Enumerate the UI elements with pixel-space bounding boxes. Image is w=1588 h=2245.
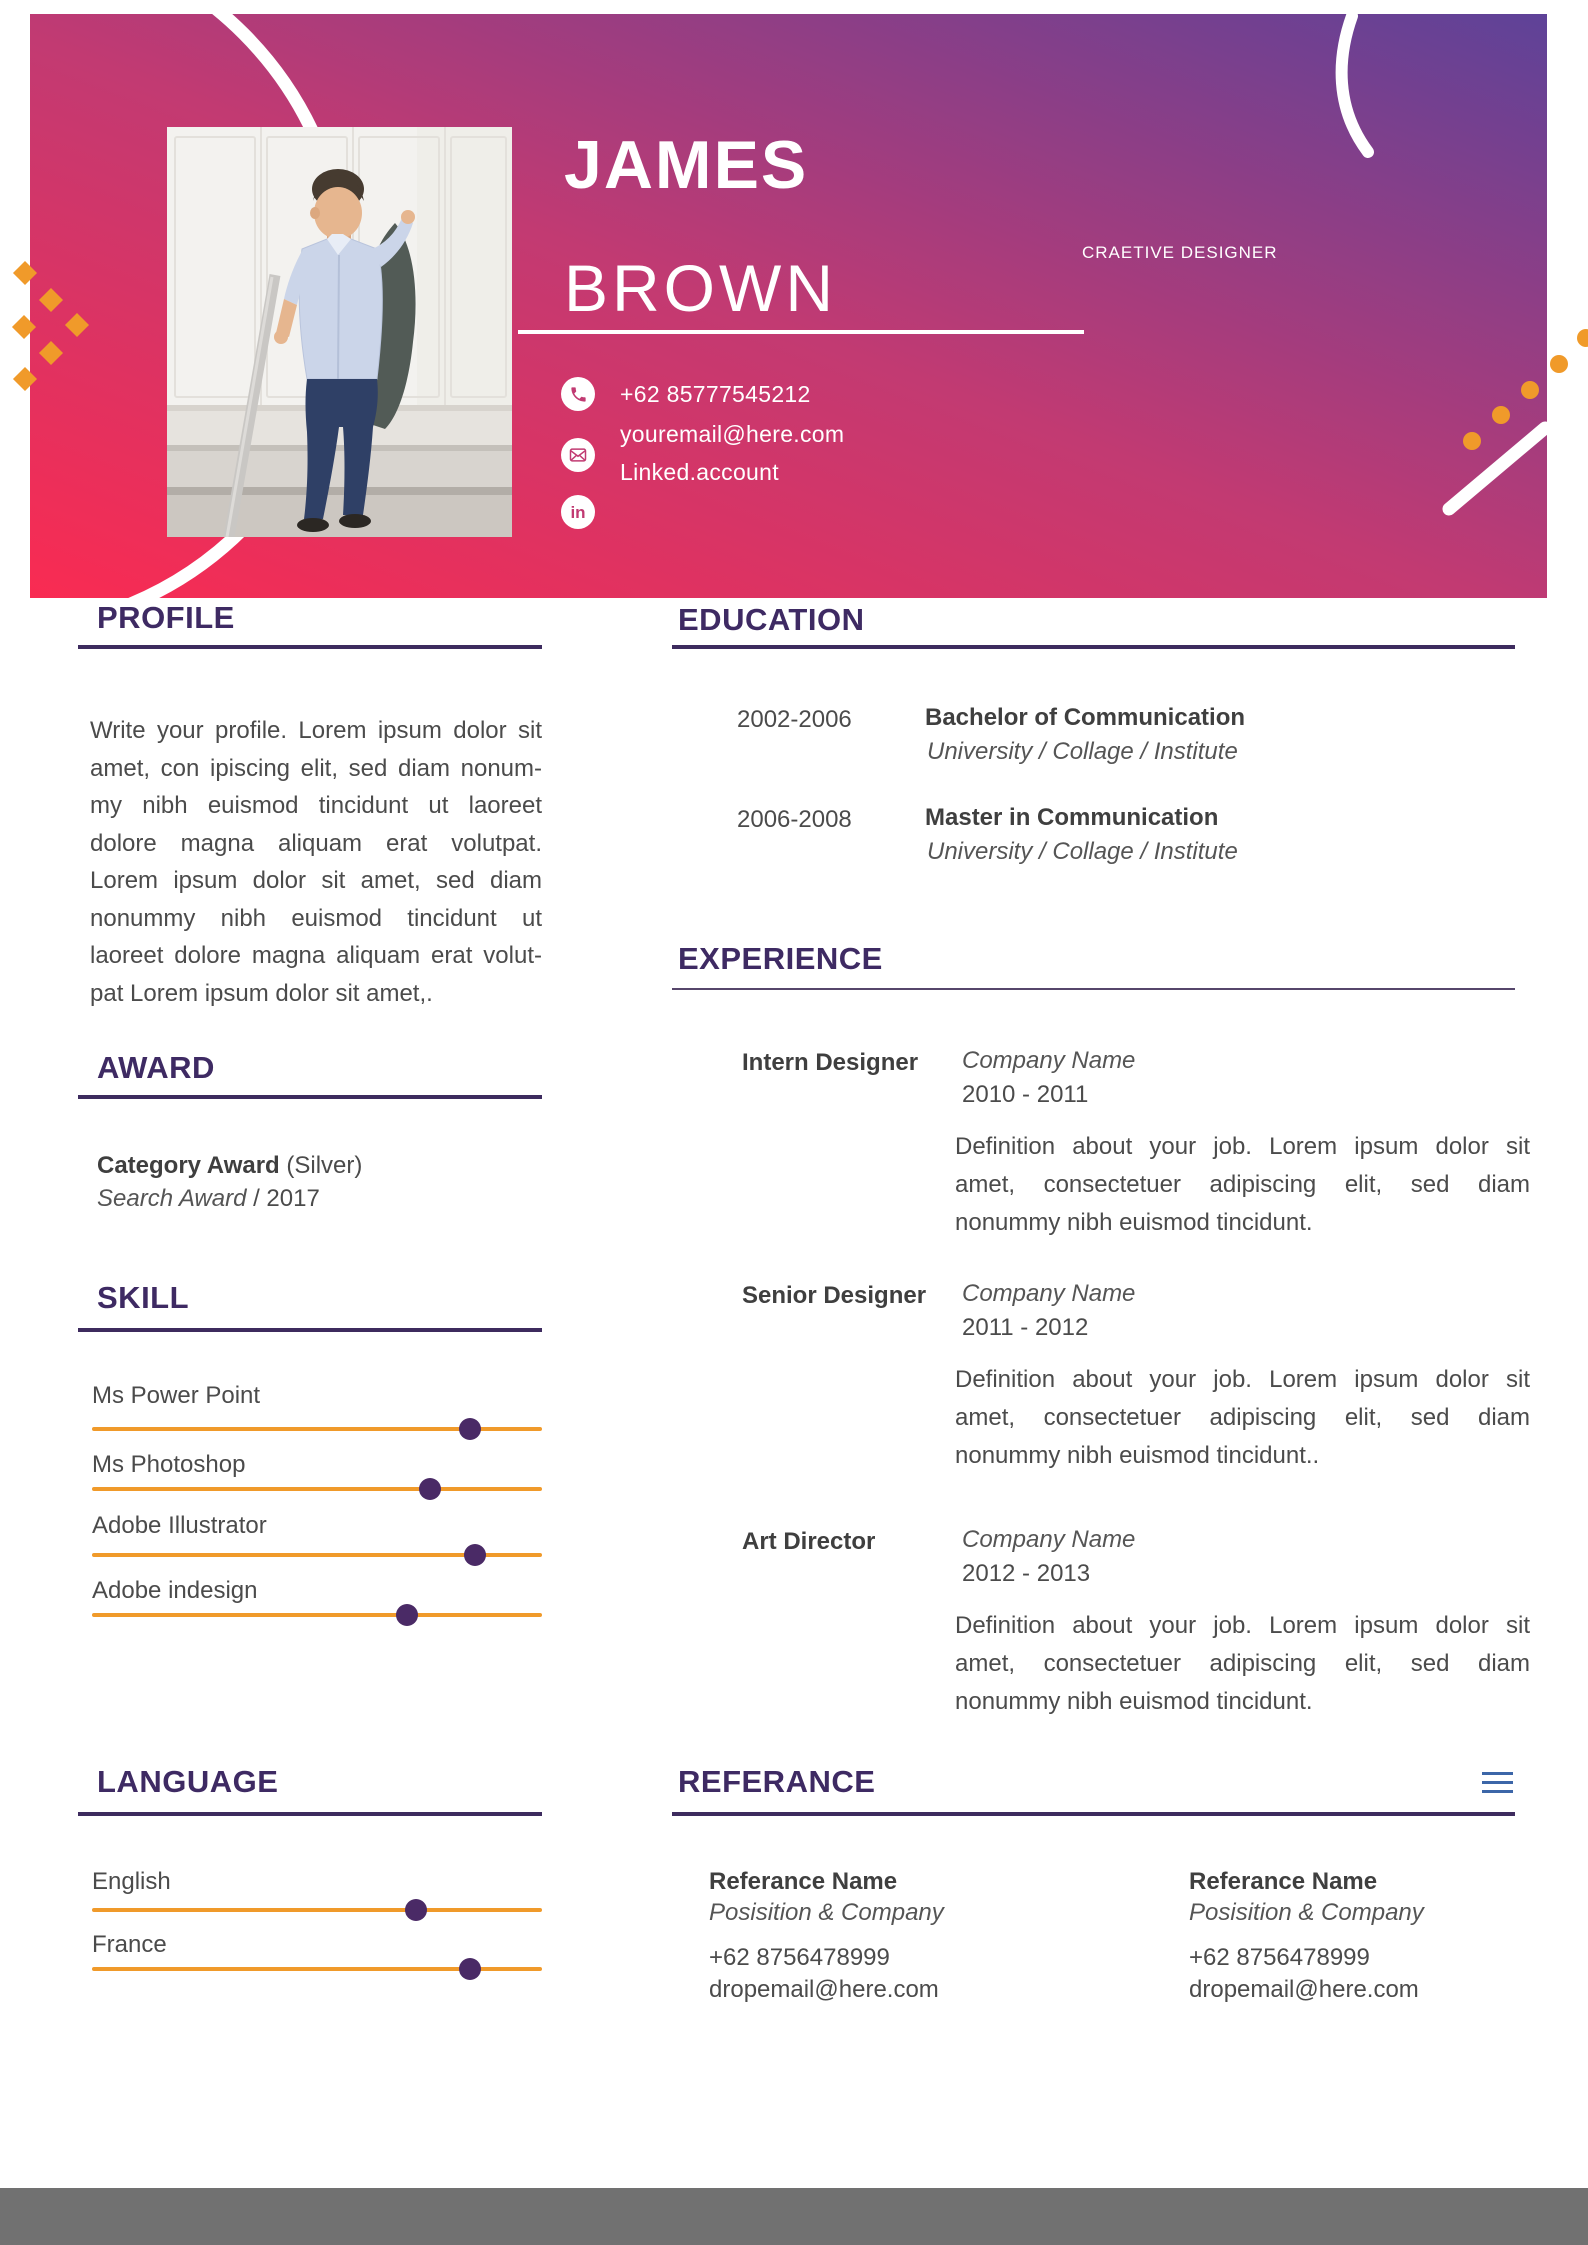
education-rule <box>672 645 1515 649</box>
experience-rule <box>672 988 1515 990</box>
experience-company: Company Name <box>962 1280 1136 1307</box>
profile-heading: PROFILE <box>97 600 235 635</box>
skill-label: Adobe Illustrator <box>92 1512 267 1539</box>
education-degree: Bachelor of Communication <box>925 704 1246 731</box>
reference-heading: REFERANCE <box>678 1764 876 1799</box>
slider-dot[interactable] <box>396 1604 418 1626</box>
experience-years: 2012 - 2013 <box>962 1560 1091 1587</box>
award-rule <box>78 1095 542 1099</box>
skill-label: Ms Power Point <box>92 1382 261 1409</box>
experience-description: Definition about your job. Lorem ipsum dolor sit amet, consectetuer adipiscing elit, sed diam nonummy nibh euismod tincidunt. <box>955 1612 1530 1715</box>
skill-heading: SKILL <box>97 1280 190 1315</box>
last-name: BROWN <box>564 251 837 325</box>
education-school: University / Collage / Institute <box>927 838 1238 865</box>
award-entry <box>97 1152 362 1180</box>
award-sub-name: Search Award <box>97 1185 247 1212</box>
award-heading: AWARD <box>97 1050 215 1085</box>
phone-icon <box>561 377 595 411</box>
education-years: 2006-2008 <box>737 806 852 833</box>
language-slider[interactable] <box>92 1899 542 1921</box>
experience-company: Company Name <box>962 1047 1136 1074</box>
profile-rule <box>78 645 542 649</box>
slider-dot[interactable] <box>459 1418 481 1440</box>
hamburger-menu-icon[interactable] <box>1482 1772 1513 1799</box>
experience-years: 2010 - 2011 <box>962 1081 1089 1108</box>
skill-slider[interactable] <box>92 1478 542 1500</box>
language-slider[interactable] <box>92 1958 542 1980</box>
linkedin-account[interactable]: Linked.account <box>620 459 779 485</box>
experience-description: Definition about your job. Lorem ipsum dolor sit amet, consectetuer adipiscing elit, sed diam nonummy nibh euismod tincidunt. <box>955 1133 1530 1236</box>
language-label: France <box>92 1931 167 1958</box>
experience-position: Art Director <box>742 1528 876 1555</box>
slider-dot[interactable] <box>419 1478 441 1500</box>
award-detail: (Silver) <box>286 1152 363 1179</box>
phone-number[interactable]: +62 85777545212 <box>620 381 811 407</box>
email-address[interactable]: youremail@here.com <box>620 421 845 447</box>
name-underline <box>518 330 1084 334</box>
profile-photo <box>167 127 512 537</box>
slider-dot[interactable] <box>405 1899 427 1921</box>
skill-label: Adobe indesign <box>92 1577 258 1604</box>
reference-position: Posisition & Company <box>1189 1899 1424 1926</box>
footer-bar <box>0 2188 1588 2245</box>
experience-description: Definition about your job. Lorem ipsum dolor sit amet, consectetuer adipiscing elit, sed diam nonummy nibh euismod tincidunt.. <box>955 1366 1530 1469</box>
education-years: 2002-2006 <box>737 706 852 733</box>
skill-rule <box>78 1328 542 1332</box>
reference-position: Posisition & Company <box>709 1899 944 1926</box>
reference-phone[interactable]: +62 8756478999 <box>1189 1944 1370 1971</box>
education-heading: EDUCATION <box>678 602 865 637</box>
experience-years: 2011 - 2012 <box>962 1314 1089 1341</box>
skill-slider[interactable] <box>92 1418 542 1440</box>
award-sub <box>97 1185 320 1213</box>
reference-email[interactable]: dropemail@here.com <box>1189 1976 1419 2003</box>
experience-heading: EXPERIENCE <box>678 941 883 976</box>
skill-label: Ms Photoshop <box>92 1451 246 1478</box>
reference-email[interactable]: dropemail@here.com <box>709 1976 939 2003</box>
envelope-icon <box>561 438 595 472</box>
reference-name: Referance Name <box>1189 1868 1378 1895</box>
slider-dot[interactable] <box>464 1544 486 1566</box>
slider-dot[interactable] <box>459 1958 481 1980</box>
award-name: Category Award <box>97 1152 280 1179</box>
experience-company: Company Name <box>962 1526 1136 1553</box>
language-heading: LANGUAGE <box>97 1764 279 1799</box>
skill-slider[interactable] <box>92 1604 542 1626</box>
education-degree: Master in Communication <box>925 804 1219 831</box>
skill-slider[interactable] <box>92 1544 542 1566</box>
language-rule <box>78 1812 542 1816</box>
profile-text: Write your profile. Lorem ipsum dolor sit amet, con ipiscing elit, sed diam nonum- my nibh euismod tincidunt ut laoreet dolore magna aliquam erat volutpat. Lorem ipsum dolor sit amet, sed diam nonummy nibh euismod tincidunt ut laoreet dolore magna aliquam erat volut- pat Lorem ipsum dolor sit amet,. <box>90 717 542 1007</box>
experience-position: Senior Designer <box>742 1282 927 1309</box>
education-school: University / Collage / Institute <box>927 738 1238 765</box>
job-title: CRAETIVE DESIGNER <box>1082 243 1278 262</box>
reference-name: Referance Name <box>709 1868 898 1895</box>
language-label: English <box>92 1868 171 1895</box>
reference-phone[interactable]: +62 8756478999 <box>709 1944 890 1971</box>
linkedin-icon[interactable]: in <box>561 495 595 529</box>
reference-rule <box>672 1812 1515 1816</box>
experience-position: Intern Designer <box>742 1049 919 1076</box>
award-sub-detail: / 2017 <box>253 1185 320 1212</box>
first-name: JAMES <box>564 127 809 203</box>
